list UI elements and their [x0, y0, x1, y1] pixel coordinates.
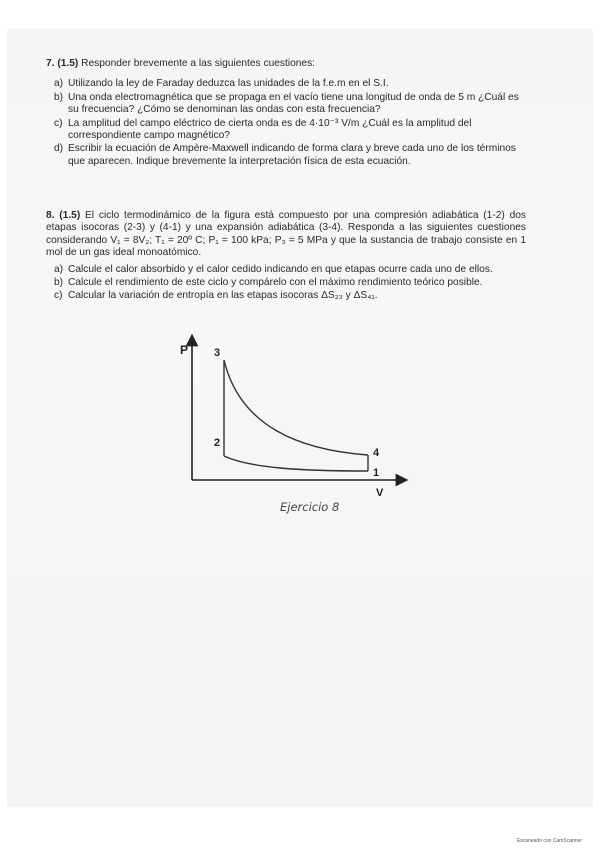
p-axis-label: P [180, 343, 189, 357]
q7-item-d [46, 143, 526, 168]
q8-item-b [46, 277, 526, 289]
point-4-label: 4 [373, 447, 380, 459]
question-8-intro: El ciclo termodinámico de la figura está compuesto por una compresión adiabática (1-2) dos etapas isocoras (2-3) y (4-1) y una expansión adiabática (3-4). Responda a las siguientes cuestiones considerando V₁ = 8V₂; T₁ = 20º C; P₁ = 100 kPa; P₃ = 5 MPa y que la sustancia de trabajo consiste en 1 mol de un gas ideal monoatómico. [46, 210, 526, 259]
point-2-label: 2 [214, 437, 221, 449]
item-text: Escribir la ecuación de Ampère-Maxwell indicando de forma clara y breve cada uno de los términos que aparecen. Indique brevemente la interpretación física de esta ecuación. [68, 143, 516, 167]
point-3-label: 3 [214, 347, 221, 359]
item-label: b) [54, 91, 64, 103]
item-text: La amplitud del campo eléctrico de cierta onda es de 4·10⁻³ V/m ¿Cuál es la amplitud del correspondiente campo magnético? [68, 117, 472, 142]
question-7-number: 7. (1.5) [46, 58, 79, 69]
question-8-items [46, 264, 526, 303]
question-7 [46, 58, 526, 169]
item-text: Calcule el calor absorbido y el calor cedido indicando en que etapas ocurre cada uno de ellos. [68, 263, 493, 275]
q8-item-a [46, 264, 526, 276]
item-label: b) [54, 277, 64, 289]
item-text: Utilizando la ley de Faraday deduzca las unidades de la f.e.m en el S.I. [68, 78, 389, 90]
q7-item-b [46, 92, 526, 117]
item-label: c) [54, 117, 63, 129]
item-label: a) [54, 263, 64, 275]
q8-item-c [46, 290, 526, 302]
question-7-title: Responder brevemente a las siguientes cuestiones: [81, 58, 316, 69]
item-label: a) [54, 78, 64, 90]
q7-item-a [46, 78, 526, 90]
question-8-number: 8. (1.5) [46, 210, 81, 221]
question-8 [46, 210, 526, 304]
item-text: Calcule el rendimiento de este ciclo y compárelo con el máximo rendimiento teórico posible. [68, 277, 483, 289]
item-label: d) [54, 143, 64, 155]
v-axis-label: V [376, 487, 384, 499]
item-text: Una onda electromagnética que se propaga en el vacío tiene una longitud de onda de 5 m ¿Cuál es su frecuencia? ¿Cómo se denominan las ondas con esta frecuencia? [68, 91, 519, 116]
question-7-items [46, 78, 526, 168]
scanner-watermark: Escaneado con CamScanner [516, 838, 582, 844]
point-1-label: 1 [373, 467, 380, 479]
figure-caption: Ejercicio 8 [280, 500, 340, 514]
pv-diagram [180, 332, 410, 512]
exam-page [8, 30, 592, 806]
q7-item-c [46, 118, 526, 143]
adiabatic-3-4 [224, 360, 368, 455]
item-label: c) [54, 290, 63, 302]
item-text: Calcular la variación de entropía en las etapas isocoras ΔS₂₃ y ΔS₄₁. [68, 290, 378, 302]
adiabatic-1-2 [224, 456, 368, 471]
